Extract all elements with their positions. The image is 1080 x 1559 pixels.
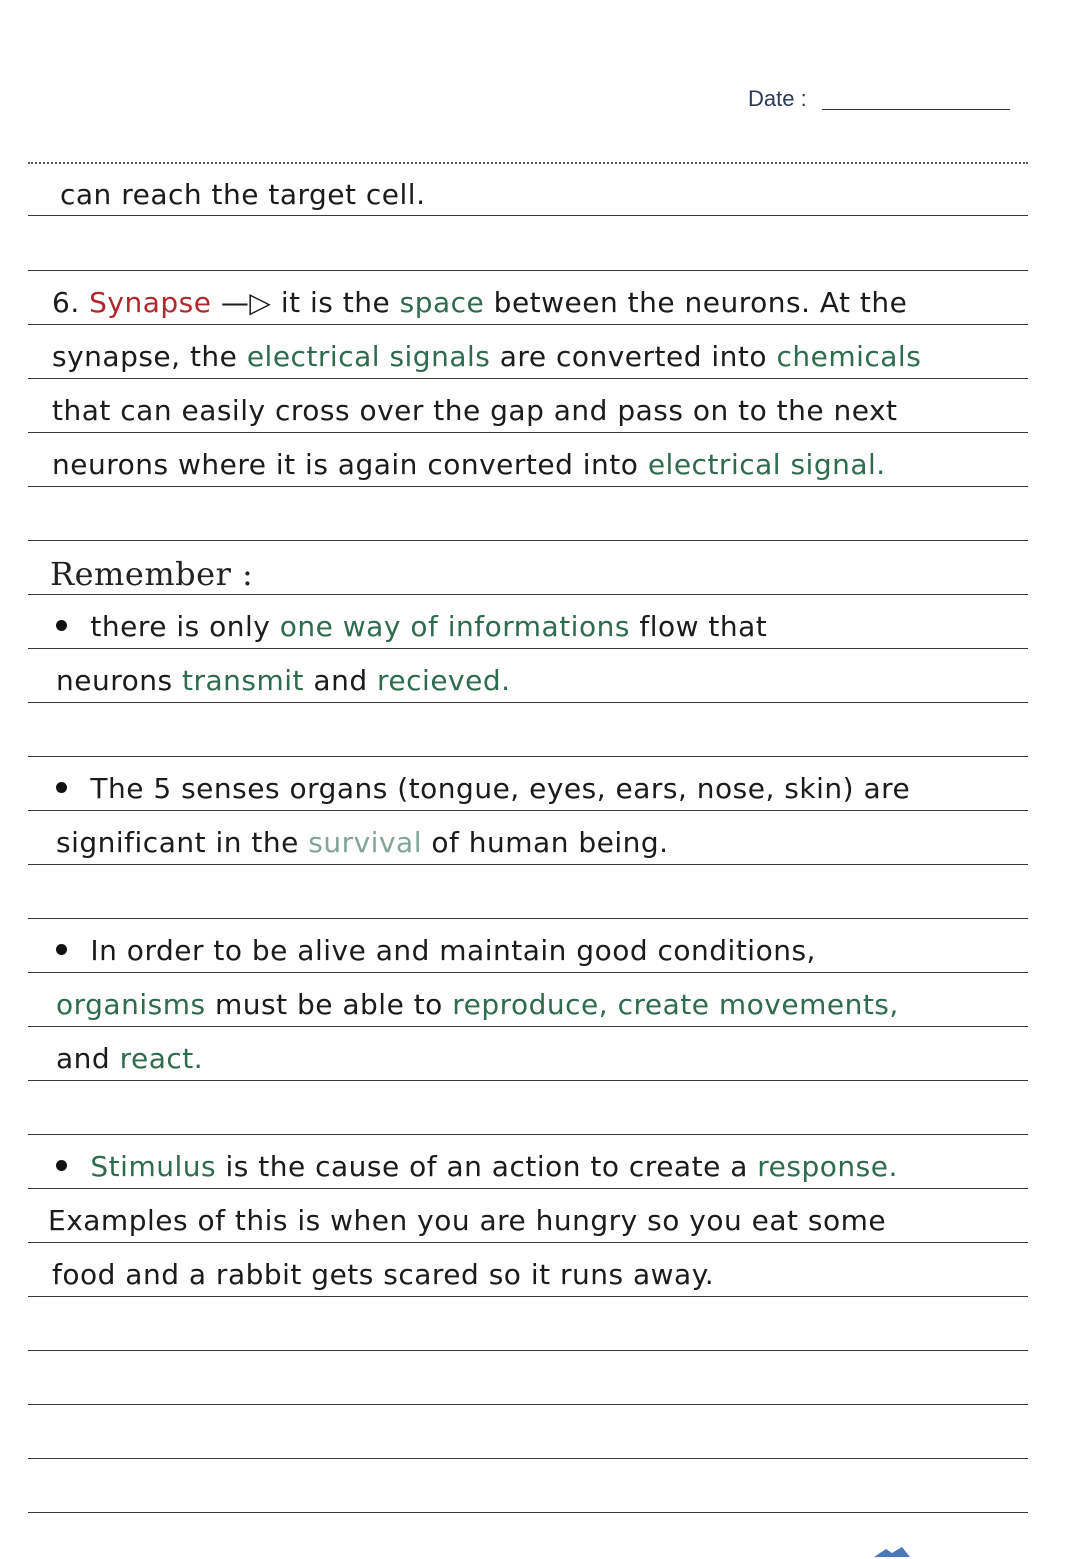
ruled-line [28,594,1028,595]
text-fragment: Examples of this is when you are hungry so you eat some [48,1204,887,1237]
ruled-line [28,1512,1028,1513]
text-fragment: can reach the target cell. [60,178,426,211]
date-label: Date : [748,86,807,111]
bullet-line-organisms-2 [56,988,899,1021]
bullet-line-organisms [56,934,816,967]
keyword-reproduce-create-movements: reproduce, create movements, [452,988,899,1021]
text-line-examples [48,1204,886,1237]
corner-mark-icon [872,1543,912,1559]
ruled-line [28,486,1028,487]
text-fragment: neurons [56,664,173,697]
text-fragment: food and a rabbit gets scared so it runs away. [52,1258,715,1291]
ruled-line [28,918,1028,919]
ruled-line [28,756,1028,757]
ruled-line [28,162,1028,164]
bullet-line-one-way-2 [56,664,511,697]
heading-text: Remember : [50,555,254,593]
bullet-line-senses [56,772,910,805]
text-fragment: In order to be alive and maintain good conditions, [90,934,816,967]
text-fragment: and [313,664,368,697]
text-fragment: neurons where it is again converted into [52,448,639,481]
text-fragment: The 5 senses organs (tongue, eyes, ears, nose, skin) are [90,772,911,805]
keyword-transmit: transmit [182,664,305,697]
keyword-of: of [410,610,439,643]
ruled-line [28,1404,1028,1405]
text-line-synapse-1 [52,286,907,319]
term-synapse: Synapse [89,286,212,319]
arrow-icon: —▷ [220,286,272,319]
bullet-line-stimulus [56,1150,898,1183]
text-line-target-cell [60,178,426,211]
date-line [822,109,1010,110]
text-fragment: there is only [90,610,271,643]
ruled-line [28,1188,1028,1189]
text-fragment: synapse, the [52,340,238,373]
ruled-line [28,702,1028,703]
ruled-line [28,648,1028,649]
ruled-line [28,1026,1028,1027]
keyword-informations: informations [447,610,630,643]
text-fragment: are converted into [499,340,768,373]
ruled-line [28,1134,1028,1135]
ruled-line [28,378,1028,379]
text-line-synapse-3 [52,394,898,427]
bullet-line-senses-2 [56,826,669,859]
bullet-icon [56,1160,67,1171]
keyword-survival: survival [308,826,422,859]
text-fragment: of human being. [431,826,669,859]
keyword-electrical-signals: electrical signals [246,340,491,373]
text-line-synapse-2 [52,340,921,373]
ruled-line [28,270,1028,271]
keyword-recieved: recieved. [377,664,511,697]
ruled-line [28,1296,1028,1297]
text-fragment: that can easily cross over the gap and pass on to the next [52,394,898,427]
ruled-line [28,864,1028,865]
keyword-organisms: organisms [56,988,206,1021]
text-line-rabbit [52,1258,714,1291]
keyword-chemicals: chemicals [776,340,922,373]
bullet-icon [56,944,67,955]
keyword-stimulus: Stimulus [90,1150,217,1183]
keyword-electrical-signal: electrical signal. [647,448,886,481]
text-fragment: and [56,1042,111,1075]
text-fragment: is the cause of an action to create a [225,1150,748,1183]
text-fragment: it is the [280,286,391,319]
ruled-line [28,1350,1028,1351]
ruled-line [28,540,1028,541]
text-line-synapse-4 [52,448,886,481]
ruled-line [28,1080,1028,1081]
text-fragment: between the neurons. At the [493,286,908,319]
ruled-line [28,972,1028,973]
text-fragment: significant in the [56,826,299,859]
text-fragment: flow that [639,610,768,643]
ruled-line [28,324,1028,325]
bullet-icon [56,620,67,631]
heading-remember [50,555,253,593]
bullet-line-one-way [56,610,767,643]
ruled-line [28,1458,1028,1459]
keyword-one-way: one way [279,610,401,643]
ruled-line [28,1242,1028,1243]
item-number: 6. [52,286,80,319]
bullet-line-organisms-3 [56,1042,203,1075]
keyword-space: space [399,286,485,319]
ruled-line [28,810,1028,811]
text-fragment: must be able to [214,988,443,1021]
keyword-response: response. [757,1150,898,1183]
bullet-icon [56,782,67,793]
ruled-line [28,432,1028,433]
ruled-line [28,215,1028,216]
keyword-react: react. [119,1042,204,1075]
